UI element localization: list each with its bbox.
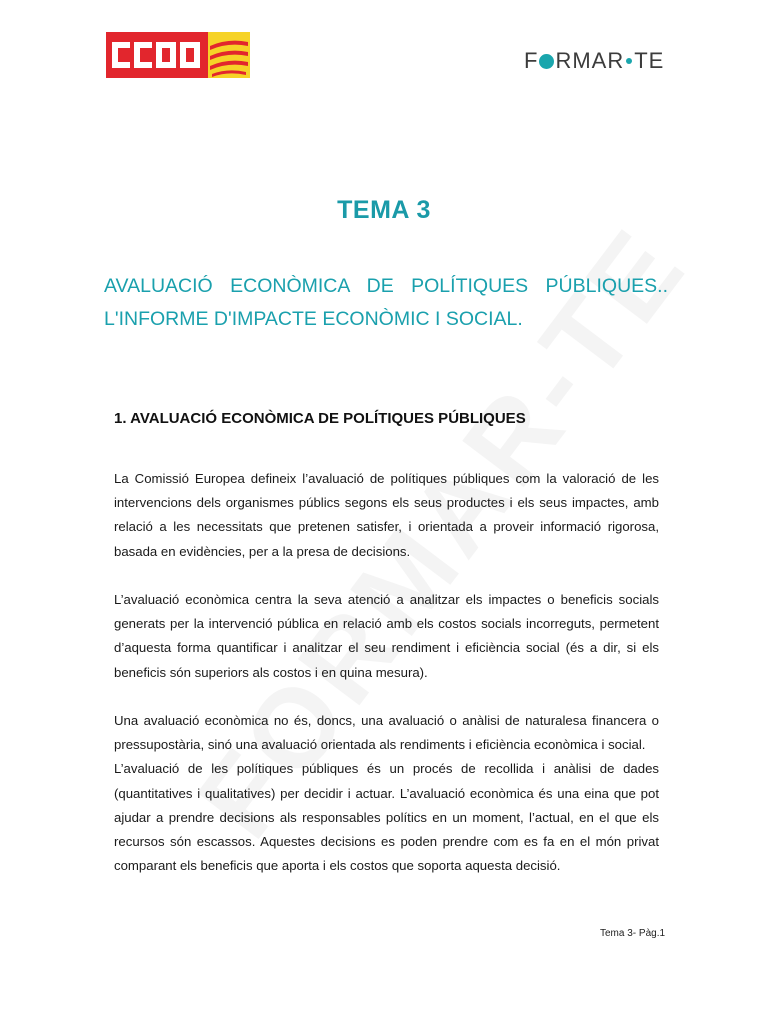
paragraph-3 [114,709,659,878]
paragraph-text: L’avaluació de les polítiques públiques és un procés de recollida i anàlisi de dades (quantitatives i qualitatives) per decidir i actuar. L’avaluació econòmica és una eina que pot ajudar a prendre decisions als responsables polítics en un moment, l’actual, en el que els recursos són escassos. Aquestes decisions es poden prendre com es fa en el món privat comparant els beneficis que aporta i els costos que soporta aquesta decisió. [114,761,659,874]
formarte-logo [524,48,664,74]
section-heading: 1. AVALUACIÓ ECONÒMICA DE POLÍTIQUES PÚBLIQUES [114,410,526,427]
teal-small-dot-icon [626,58,632,64]
paragraph-text: Una avaluació econòmica no és, doncs, una avaluació o anàlisi de naturalesa financera o pressupostària, sinó una avaluació orientada als rendiments i eficiència econòmica i social. [114,713,659,753]
ccoo-logo [106,32,250,78]
paragraph-2 [114,588,659,685]
paragraph-text: L’avaluació econòmica centra la seva atenció a analitzar els impactes o beneficis socials generats per la intervenció pública en relació amb els costos socials incorreguts, permetent d’aquesta forma quantificar i analitzar el seu rendiment i eficiència social (és a dir, si els beneficis són superiors als costos i en quina mesura). [114,592,659,680]
paragraph-1 [114,467,659,564]
page-title: TEMA 3 [337,196,431,224]
teal-dot-icon [539,54,554,69]
page-number: Tema 3- Pàg.1 [600,928,666,939]
formarte-logo-part-2: RMAR [555,48,625,73]
paragraph-text: La Comissió Europea defineix l’avaluació de polítiques públiques com la valoració de les intervencions dels organismes públics segons els seus productes i els seus impactes, amb relació a les necessitats que pretenen satisfer, i orientada a proveir informació rigorosa, basada en evidències, per a la presa de decisions. [114,471,659,559]
formarte-logo-part-3: TE [634,48,665,73]
page-subtitle: AVALUACIÓ ECONÒMICA DE POLÍTIQUES PÚBLIQUES.. L'INFORME D'IMPACTE ECONÒMIC I SOCIAL. [104,275,668,330]
formarte-logo-part-1: F [524,48,539,73]
